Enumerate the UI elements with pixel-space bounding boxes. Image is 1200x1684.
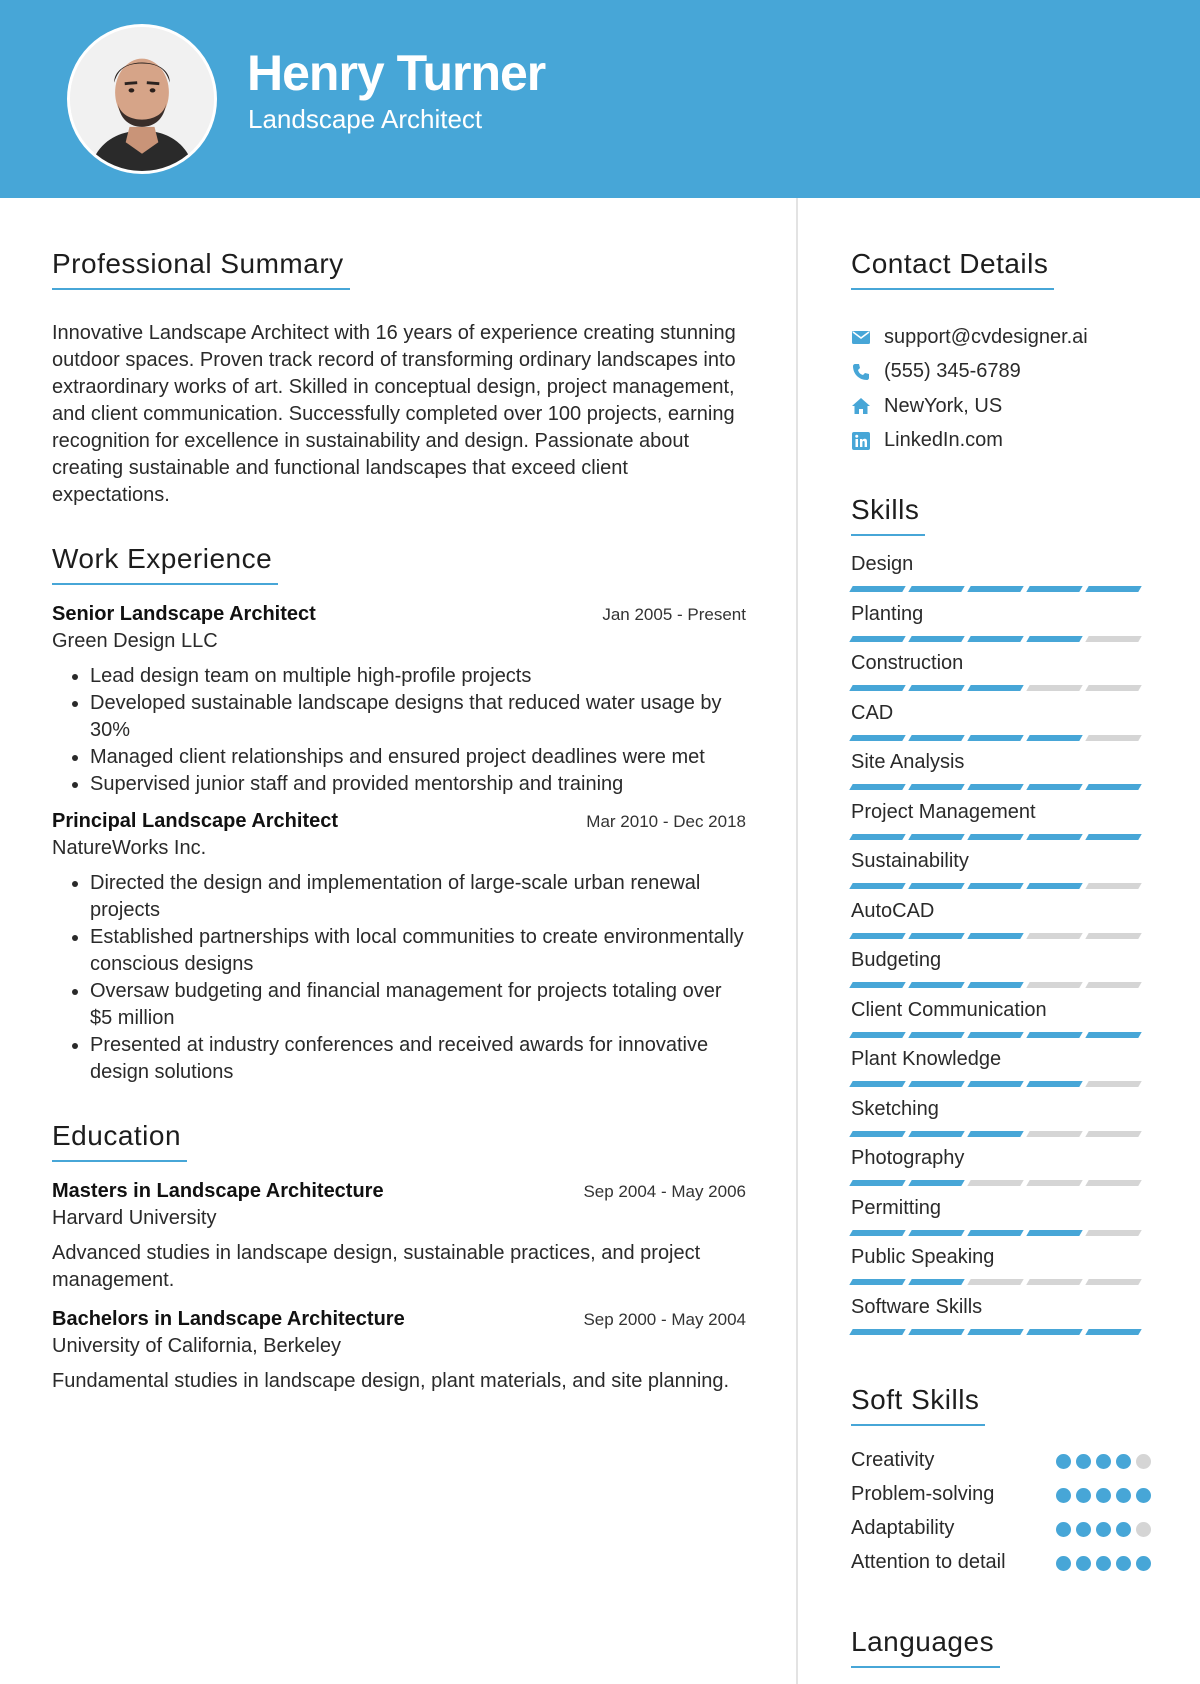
skill-level-segment (1085, 586, 1141, 592)
summary-section (52, 248, 746, 509)
avatar (67, 24, 217, 174)
skill-label: Public Speaking (851, 1246, 995, 1268)
job-title: Principal Landscape Architect (52, 810, 339, 832)
skill-level-segment (1026, 933, 1082, 939)
degree-title: Masters in Landscape Architecture (52, 1180, 384, 1202)
job-bullets (52, 663, 746, 798)
skill-level-bar (851, 982, 1151, 988)
job-date: Mar 2010 - Dec 2018 (586, 812, 746, 831)
skill-item (851, 899, 1151, 949)
contact-heading: Contact Details (851, 248, 1054, 290)
skill-item (851, 701, 1151, 751)
skill-level-segment (849, 1279, 905, 1285)
rating-dot (1136, 1454, 1151, 1469)
skill-level-segment (908, 982, 964, 988)
skill-level-segment (1085, 735, 1141, 741)
soft-skill-item (851, 1446, 1151, 1480)
contact-linkedin[interactable] (851, 424, 1151, 459)
skill-label: Permitting (851, 1196, 942, 1219)
rating-dot (1076, 1454, 1091, 1469)
education-date: Sep 2004 - May 2006 (583, 1182, 746, 1201)
skill-level-bar (851, 735, 1151, 741)
contact-section (851, 248, 1151, 458)
skill-label: AutoCAD (851, 899, 935, 922)
skill-level-segment (849, 834, 905, 840)
education-entry (52, 1308, 746, 1395)
skill-level-segment (849, 1131, 905, 1137)
rating-dot (1136, 1522, 1151, 1537)
skill-level-segment (849, 586, 905, 592)
skill-level-segment (1085, 834, 1141, 840)
soft-skill-rating (1056, 1556, 1151, 1571)
soft-skill-item (851, 1548, 1151, 1582)
linkedin-icon (851, 431, 884, 451)
bullet-item: • Managed client relationships and ensured project deadlines were met (90, 744, 746, 771)
skill-level-segment (908, 1279, 964, 1285)
skill-level-bar (851, 784, 1151, 790)
skill-label: CAD (851, 701, 894, 724)
skill-level-segment (849, 1081, 905, 1087)
degree-title: Bachelors in Landscape Architecture (52, 1308, 405, 1330)
skill-level-segment (908, 1081, 964, 1087)
skill-level-segment (1026, 1329, 1082, 1335)
home-icon (851, 396, 884, 416)
skill-level-segment (849, 1032, 905, 1038)
skill-level-bar (851, 933, 1151, 939)
skill-level-segment (1085, 636, 1141, 642)
skill-level-segment (908, 784, 964, 790)
soft-skill-label: Creativity (851, 1449, 935, 1471)
contact-phone-text: (555) 345-6789 (884, 360, 1021, 383)
skills-section (851, 494, 1151, 1344)
profile-photo-icon (70, 27, 214, 171)
skill-level-segment (1085, 1081, 1141, 1087)
skill-item (851, 1196, 1151, 1246)
skill-level-segment (967, 933, 1023, 939)
skill-level-segment (908, 735, 964, 741)
skill-level-segment (1026, 1230, 1082, 1236)
school-name: University of California, Berkeley (52, 1335, 341, 1357)
education-date: Sep 2000 - May 2004 (583, 1310, 746, 1329)
skill-level-segment (967, 735, 1023, 741)
skill-level-segment (849, 685, 905, 691)
rating-dot (1116, 1488, 1131, 1503)
job-title: Senior Landscape Architect (52, 603, 316, 625)
rating-dot (1056, 1522, 1071, 1537)
experience-heading: Work Experience (52, 543, 278, 585)
skill-level-segment (1026, 982, 1082, 988)
soft-skill-rating (1056, 1488, 1151, 1503)
skill-level-segment (1026, 735, 1082, 741)
soft-skill-item (851, 1514, 1151, 1548)
bullet-item: • Supervised junior staff and provided mentorship and training (90, 771, 746, 798)
skill-label: Sketching (851, 1097, 939, 1120)
skill-level-segment (967, 1180, 1023, 1186)
skill-level-segment (967, 1081, 1023, 1087)
skill-level-segment (849, 735, 905, 741)
soft-skills-section (851, 1384, 1151, 1582)
school-name: Harvard University (52, 1207, 217, 1229)
skill-level-bar (851, 636, 1151, 642)
soft-skill-label: Adaptability (851, 1517, 955, 1539)
skill-label: Construction (851, 652, 964, 674)
skill-item (851, 602, 1151, 652)
job-entry (52, 810, 746, 1086)
soft-skill-label: Problem-solving (851, 1483, 995, 1505)
skill-level-segment (908, 1131, 964, 1137)
phone-icon (851, 362, 884, 382)
candidate-title: Landscape Architect (248, 104, 483, 134)
rating-dot (1096, 1488, 1111, 1503)
skill-item (851, 552, 1151, 602)
skill-item (851, 849, 1151, 899)
skill-level-segment (908, 586, 964, 592)
skill-level-bar (851, 1131, 1151, 1137)
skill-item (851, 651, 1151, 701)
skill-level-bar (851, 1279, 1151, 1285)
soft-skill-rating (1056, 1522, 1151, 1537)
rating-dot (1116, 1556, 1131, 1571)
skill-label: Site Analysis (851, 751, 965, 773)
skills-list (851, 552, 1151, 1344)
skill-level-bar (851, 883, 1151, 889)
skill-label: Planting (851, 602, 924, 625)
skill-item (851, 800, 1151, 850)
skill-label: Sustainability (851, 850, 969, 872)
skill-level-segment (967, 834, 1023, 840)
soft-skill-item (851, 1480, 1151, 1514)
skill-level-segment (1026, 685, 1082, 691)
bullet-item: • Oversaw budgeting and financial management for projects totaling over $5 million (90, 978, 746, 1032)
summary-heading: Professional Summary (52, 248, 350, 290)
skill-item (851, 998, 1151, 1048)
skill-label: Design (851, 553, 914, 575)
skill-item (851, 1047, 1151, 1097)
education-section (52, 1120, 746, 1395)
job-company: NatureWorks Inc. (52, 837, 207, 859)
skill-item (851, 750, 1151, 800)
bullet-item: • Developed sustainable landscape designs that reduced water usage by 30% (90, 690, 746, 744)
soft-skill-rating (1056, 1454, 1151, 1469)
rating-dot (1096, 1556, 1111, 1571)
skill-level-segment (967, 636, 1023, 642)
job-company: Green Design LLC (52, 630, 218, 652)
skill-level-segment (849, 933, 905, 939)
skill-item (851, 1097, 1151, 1147)
rating-dot (1116, 1522, 1131, 1537)
contact-linkedin-text: LinkedIn.com (884, 429, 1003, 452)
envelope-icon (851, 327, 884, 347)
skill-level-bar (851, 1180, 1151, 1186)
skill-level-segment (1026, 834, 1082, 840)
skill-level-segment (1026, 1032, 1082, 1038)
contact-location (851, 389, 1151, 424)
skills-heading: Skills (851, 494, 925, 536)
skill-level-segment (1085, 784, 1141, 790)
skill-level-bar (851, 834, 1151, 840)
skill-level-segment (908, 1180, 964, 1186)
skill-level-segment (967, 883, 1023, 889)
skill-item (851, 1245, 1151, 1295)
skill-level-segment (849, 636, 905, 642)
experience-section (52, 543, 746, 1086)
skill-level-segment (967, 1279, 1023, 1285)
skill-level-segment (1085, 1032, 1141, 1038)
skill-level-segment (967, 1230, 1023, 1236)
rating-dot (1116, 1454, 1131, 1469)
candidate-name: Henry Turner (247, 45, 546, 101)
skill-item (851, 1295, 1151, 1345)
job-bullets (52, 870, 746, 1086)
skill-level-segment (1085, 1131, 1141, 1137)
resume-header (0, 0, 1200, 198)
rating-dot (1076, 1556, 1091, 1571)
skill-label: Software Skills (851, 1295, 983, 1318)
skill-level-segment (849, 883, 905, 889)
skill-level-segment (967, 1032, 1023, 1038)
skill-level-segment (1085, 685, 1141, 691)
skill-item (851, 1146, 1151, 1196)
rating-dot (1096, 1454, 1111, 1469)
skill-level-segment (1026, 1180, 1082, 1186)
skill-level-segment (1026, 586, 1082, 592)
skill-level-segment (1026, 784, 1082, 790)
soft-skill-label: Attention to detail (851, 1551, 1006, 1573)
sidebar-column (851, 248, 1151, 1684)
skill-level-segment (908, 933, 964, 939)
skill-level-segment (1085, 1230, 1141, 1236)
skill-level-segment (908, 685, 964, 691)
skill-level-segment (1085, 1180, 1141, 1186)
bullet-item: • Directed the design and implementation of large-scale urban renewal projects (90, 870, 746, 924)
job-date: Jan 2005 - Present (602, 605, 746, 624)
skill-level-segment (908, 636, 964, 642)
skill-level-segment (849, 1329, 905, 1335)
skill-level-segment (908, 1032, 964, 1038)
column-divider (796, 198, 798, 1684)
skill-level-segment (967, 784, 1023, 790)
skill-level-segment (1085, 1279, 1141, 1285)
skill-item (851, 948, 1151, 998)
skill-label: Plant Knowledge (851, 1048, 1002, 1070)
skill-level-segment (908, 1329, 964, 1335)
skill-level-bar (851, 1329, 1151, 1335)
skill-level-segment (1026, 636, 1082, 642)
skill-level-bar (851, 1081, 1151, 1087)
skill-level-segment (1085, 982, 1141, 988)
contact-email-text: support@cvdesigner.ai (884, 325, 1088, 348)
skill-label: Budgeting (851, 949, 942, 971)
skill-level-segment (1026, 1131, 1082, 1137)
contact-location-text: NewYork, US (884, 394, 1003, 417)
skill-level-segment (908, 883, 964, 889)
rating-dot (1136, 1488, 1151, 1503)
rating-dot (1076, 1522, 1091, 1537)
languages-heading: Languages (851, 1626, 1000, 1668)
skill-level-segment (849, 982, 905, 988)
skill-level-segment (967, 982, 1023, 988)
rating-dot (1056, 1556, 1071, 1571)
skill-level-bar (851, 1032, 1151, 1038)
skill-level-bar (851, 586, 1151, 592)
skill-level-segment (908, 1230, 964, 1236)
skill-level-segment (1085, 1329, 1141, 1335)
rating-dot (1136, 1556, 1151, 1571)
bullet-item: • Established partnerships with local communities to create environmentally conscious designs (90, 924, 746, 978)
education-entry (52, 1180, 746, 1294)
rating-dot (1096, 1522, 1111, 1537)
main-column (52, 248, 746, 1423)
languages-section (851, 1626, 1151, 1668)
skill-label: Client Communication (851, 998, 1047, 1021)
skill-level-segment (1026, 1081, 1082, 1087)
skill-level-segment (1026, 1279, 1082, 1285)
skill-level-segment (1085, 933, 1141, 939)
skill-level-segment (967, 1131, 1023, 1137)
bullet-item: • Presented at industry conferences and received awards for innovative design solutions (90, 1032, 746, 1086)
job-entry (52, 603, 746, 798)
skill-level-segment (849, 784, 905, 790)
skill-level-segment (967, 1329, 1023, 1335)
skill-label: Project Management (851, 800, 1036, 823)
skill-level-bar (851, 1230, 1151, 1236)
contact-email[interactable] (851, 320, 1151, 355)
education-description: Advanced studies in landscape design, sustainable practices, and project management. (52, 1242, 701, 1291)
bullet-item: • Lead design team on multiple high-profile projects (90, 663, 746, 690)
skill-level-segment (967, 685, 1023, 691)
summary-text: Innovative Landscape Architect with 16 years of experience creating stunning outdoor spaces. Proven track record of transforming ordinary landscapes into extraordinary works of art. Skilled in conceptual design, project management, and client communication. Successfully completed over 100 projects, earning recognition for excellence in sustainability and design. Passionate about creating sustainable and functional landscapes that exceed client expectations. (52, 322, 736, 506)
skill-level-segment (967, 586, 1023, 592)
skill-level-segment (1085, 883, 1141, 889)
soft-skills-heading: Soft Skills (851, 1384, 985, 1426)
skill-level-segment (1026, 883, 1082, 889)
skill-level-segment (849, 1180, 905, 1186)
skill-level-segment (908, 834, 964, 840)
rating-dot (1076, 1488, 1091, 1503)
skill-level-segment (849, 1230, 905, 1236)
rating-dot (1056, 1488, 1071, 1503)
soft-skills-list (851, 1446, 1151, 1582)
skill-label: Photography (851, 1147, 965, 1169)
education-description: Fundamental studies in landscape design, plant materials, and site planning. (52, 1370, 730, 1392)
education-heading: Education (52, 1120, 187, 1162)
rating-dot (1056, 1454, 1071, 1469)
skill-level-bar (851, 685, 1151, 691)
contact-phone[interactable] (851, 355, 1151, 390)
